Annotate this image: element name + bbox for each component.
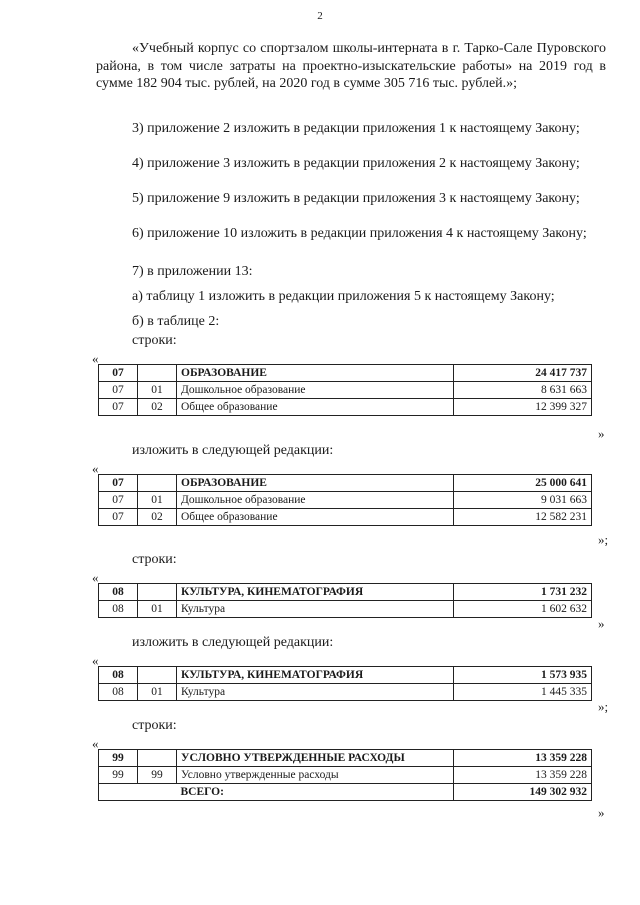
- code-cell: 07: [99, 475, 138, 492]
- table-row: [99, 365, 592, 382]
- subcode-cell: [138, 365, 177, 382]
- name-cell: Дошкольное образование: [177, 492, 454, 509]
- code-cell: 08: [99, 601, 138, 618]
- name-cell: КУЛЬТУРА, КИНЕМАТОГРАФИЯ: [177, 667, 454, 684]
- code-cell: 08: [99, 684, 138, 701]
- paragraph-item-5: 5) приложение 9 изложить в редакции приложения 3 к настоящему Закону;: [132, 191, 580, 206]
- table-row: [99, 399, 592, 416]
- table-culture-new: [98, 666, 592, 701]
- quote-close: »: [598, 616, 605, 631]
- table-education-new: [98, 474, 592, 526]
- quote-close: »: [598, 426, 605, 441]
- quote-open: «: [92, 653, 99, 668]
- total-row: [99, 784, 592, 801]
- replace-label: изложить в следующей редакции:: [132, 635, 334, 650]
- table-row: [99, 684, 592, 701]
- table-row: [99, 750, 592, 767]
- table-culture-old: [98, 583, 592, 618]
- name-cell: Культура: [177, 684, 454, 701]
- page-number: 2: [317, 10, 323, 22]
- code-cell: 07: [99, 382, 138, 399]
- subcode-cell: 99: [138, 767, 177, 784]
- table-row: [99, 667, 592, 684]
- code-cell: 99: [99, 767, 138, 784]
- name-cell: Общее образование: [177, 399, 454, 416]
- subcode-cell: [138, 475, 177, 492]
- replace-label: изложить в следующей редакции:: [132, 443, 334, 458]
- amount-cell: 1 602 632: [454, 601, 592, 618]
- amount-cell: 1 445 335: [454, 684, 592, 701]
- amount-cell: 13 359 228: [454, 750, 592, 767]
- code-cell: 08: [99, 584, 138, 601]
- rows-label: строки:: [132, 552, 177, 567]
- amount-cell: 9 031 663: [454, 492, 592, 509]
- amount-cell: 25 000 641: [454, 475, 592, 492]
- name-cell: УСЛОВНО УТВЕРЖДЕННЫЕ РАСХОДЫ: [177, 750, 454, 767]
- code-cell: 07: [99, 509, 138, 526]
- amount-cell: 1 573 935: [454, 667, 592, 684]
- table-row: [99, 382, 592, 399]
- table-row: [99, 584, 592, 601]
- subcode-cell: 01: [138, 684, 177, 701]
- amount-cell: 12 582 231: [454, 509, 592, 526]
- name-cell: Условно утвержденные расходы: [177, 767, 454, 784]
- subcode-cell: [138, 750, 177, 767]
- code-cell: 08: [99, 667, 138, 684]
- name-cell: Дошкольное образование: [177, 382, 454, 399]
- paragraph-item-7: 7) в приложении 13:: [132, 264, 253, 279]
- table-row: [99, 509, 592, 526]
- total-label: ВСЕГО:: [177, 784, 454, 801]
- table-row: [99, 601, 592, 618]
- subcode-cell: 02: [138, 509, 177, 526]
- code-cell: 07: [99, 399, 138, 416]
- quote-close-semicolon: »;: [598, 532, 609, 547]
- name-cell: КУЛЬТУРА, КИНЕМАТОГРАФИЯ: [177, 584, 454, 601]
- subcode-cell: 01: [138, 601, 177, 618]
- quote-open: «: [92, 570, 99, 585]
- subcode-cell: [138, 584, 177, 601]
- quote-open: «: [92, 461, 99, 476]
- paragraph-item-4: 4) приложение 3 изложить в редакции приложения 2 к настоящему Закону;: [132, 156, 580, 171]
- name-cell: Культура: [177, 601, 454, 618]
- table-education-old: [98, 364, 592, 416]
- subcode-cell: 02: [138, 399, 177, 416]
- name-cell: ОБРАЗОВАНИЕ: [177, 365, 454, 382]
- amount-cell: 8 631 663: [454, 382, 592, 399]
- code-cell: 99: [99, 750, 138, 767]
- paragraph-item-6: 6) приложение 10 изложить в редакции приложения 4 к настоящему Закону;: [132, 226, 587, 241]
- amount-cell: 24 417 737: [454, 365, 592, 382]
- subcode-cell: 01: [138, 382, 177, 399]
- table-row: [99, 767, 592, 784]
- quote-open: «: [92, 736, 99, 751]
- paragraph-item-7b: б) в таблице 2:: [132, 314, 220, 329]
- paragraph-building-costs: «Учебный корпус со спортзалом школы-интерната в г. Тарко-Сале Пуровского района, в том числе затраты на проектно-изыскательские работы» на 2019 год в сумме 182 904 тыс. рублей, на 2020 год в сумме 305 716 тыс. рублей.»;: [96, 41, 606, 91]
- total-amount: 149 302 932: [454, 784, 592, 801]
- amount-cell: 12 399 327: [454, 399, 592, 416]
- table-conditional-expenses: [98, 749, 592, 801]
- empty-cell: [138, 784, 177, 801]
- empty-cell: [99, 784, 138, 801]
- subcode-cell: 01: [138, 492, 177, 509]
- rows-label: строки:: [132, 333, 177, 348]
- amount-cell: 13 359 228: [454, 767, 592, 784]
- code-cell: 07: [99, 492, 138, 509]
- paragraph-item-7a: а) таблицу 1 изложить в редакции приложения 5 к настоящему Закону;: [132, 289, 555, 304]
- amount-cell: 1 731 232: [454, 584, 592, 601]
- rows-label: строки:: [132, 718, 177, 733]
- quote-close: »: [598, 805, 605, 820]
- quote-open: «: [92, 351, 99, 366]
- name-cell: ОБРАЗОВАНИЕ: [177, 475, 454, 492]
- subcode-cell: [138, 667, 177, 684]
- table-row: [99, 475, 592, 492]
- name-cell: Общее образование: [177, 509, 454, 526]
- table-row: [99, 492, 592, 509]
- paragraph-item-3: 3) приложение 2 изложить в редакции приложения 1 к настоящему Закону;: [132, 121, 580, 136]
- code-cell: 07: [99, 365, 138, 382]
- quote-close-semicolon: »;: [598, 699, 609, 714]
